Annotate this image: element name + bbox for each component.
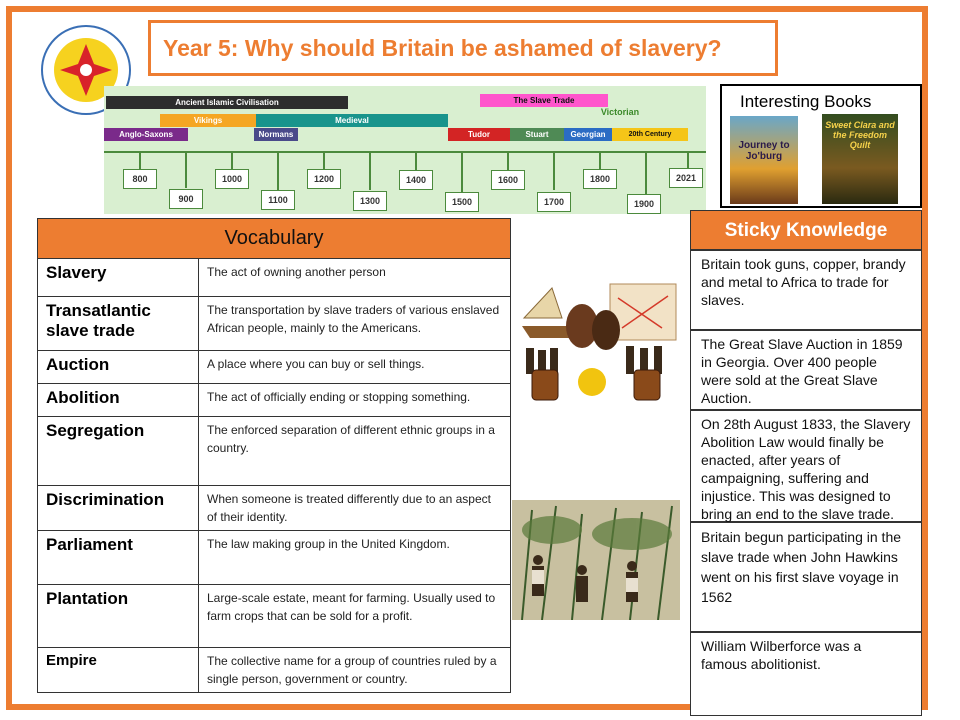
timeline-year: 1000 (215, 169, 249, 189)
vocab-definition: A place where you can buy or sell things. (199, 351, 511, 384)
timeline-year: 1300 (353, 191, 387, 211)
vocab-term: Empire (38, 648, 199, 693)
timeline-band: Ancient Islamic Civilisation (106, 96, 348, 109)
book-cover-journey (730, 116, 798, 204)
timeline-band: Vikings (160, 114, 256, 127)
timeline-band: The Slave Trade (480, 94, 608, 107)
table-row (38, 297, 511, 351)
vocab-term: Slavery (38, 259, 199, 297)
table-row (38, 486, 511, 531)
vocab-term: Auction (38, 351, 199, 384)
vocab-term: Transatlantic slave trade (38, 297, 199, 351)
vocabulary-table (37, 218, 511, 693)
timeline-year: 800 (123, 169, 157, 189)
vocab-term: Abolition (38, 384, 199, 417)
vocab-definition: The act of officially ending or stopping something. (199, 384, 511, 417)
vocab-definition: Large-scale estate, meant for farming. Usually used to farm crops that can be sold for a profit. (199, 585, 511, 648)
timeline-band: 20th Century (612, 128, 688, 141)
timeline-year: 1500 (445, 192, 479, 212)
timeline-band: Stuart (510, 128, 564, 141)
timeline-band: Victorian (600, 107, 640, 117)
vocab-term: Segregation (38, 417, 199, 486)
timeline-band: Normans (254, 128, 298, 141)
slave-trade-illustration (522, 278, 678, 404)
history-timeline (104, 86, 706, 214)
timeline-year: 1100 (261, 190, 295, 210)
table-row (38, 585, 511, 648)
vocab-definition: The transportation by slave traders of various enslaved African people, mainly to the Americans. (199, 297, 511, 351)
vocab-definition: The collective name for a group of countries ruled by a single person, government or country. (199, 648, 511, 693)
table-row (38, 531, 511, 585)
sticky-fact: William Wilberforce was a famous abolitionist. (690, 632, 922, 716)
table-row (38, 384, 511, 417)
vocab-definition: The law making group in the United Kingdom. (199, 531, 511, 585)
table-row (38, 417, 511, 486)
timeline-year: 1200 (307, 169, 341, 189)
vocab-term: Discrimination (38, 486, 199, 531)
books-title: Interesting Books (740, 92, 872, 111)
table-row (38, 648, 511, 693)
timeline-year: 1700 (537, 192, 571, 212)
table-row (38, 259, 511, 297)
timeline-year: 1800 (583, 169, 617, 189)
book-cover-sweet-clara (822, 114, 898, 204)
timeline-year: 1400 (399, 170, 433, 190)
vocab-term: Parliament (38, 531, 199, 585)
book1-title: Journey to Jo'burg (738, 140, 790, 162)
timeline-year: 900 (169, 189, 203, 209)
sticky-fact: Britain begun participating in the slave trade when John Hawkins went on his first slave voyage in 1562 (690, 522, 922, 632)
title-box (148, 20, 778, 76)
timeline-band: Tudor (448, 128, 510, 141)
sticky-fact: On 28th August 1833, the Slavery Abolition Law would finally be enacted, after years of campaigning, suffering and injustice. This was designed to bring an end to the slave trade. (690, 410, 922, 522)
timeline-band: Anglo-Saxons (104, 128, 188, 141)
vocab-term: Plantation (38, 585, 199, 648)
sticky-fact: Britain took guns, copper, brandy and metal to Africa to trade for slaves. (690, 250, 922, 330)
vocab-definition: The enforced separation of different ethnic groups in a country. (199, 417, 511, 486)
interesting-books-panel (720, 84, 922, 208)
table-row (38, 351, 511, 384)
sticky-fact: The Great Slave Auction in 1859 in Georgia. Over 400 people were sold at the Great Slave Auction. (690, 330, 922, 410)
vocabulary-header: Vocabulary (38, 219, 511, 259)
timeline-year: 1900 (627, 194, 661, 214)
timeline-year: 1600 (491, 170, 525, 190)
vocab-definition: When someone is treated differently due to an aspect of their identity. (199, 486, 511, 531)
timeline-year: 2021 (669, 168, 703, 188)
sticky-knowledge-header: Sticky Knowledge (690, 210, 922, 250)
plantation-illustration (512, 500, 680, 620)
timeline-band: Medieval (256, 114, 448, 127)
book2-title: Sweet Clara and the Freedom Quilt (825, 120, 895, 150)
page-title: Year 5: Why should Britain be ashamed of slavery? (163, 34, 722, 61)
timeline-band: Georgian (564, 128, 612, 141)
vocab-definition: The act of owning another person (199, 259, 511, 297)
